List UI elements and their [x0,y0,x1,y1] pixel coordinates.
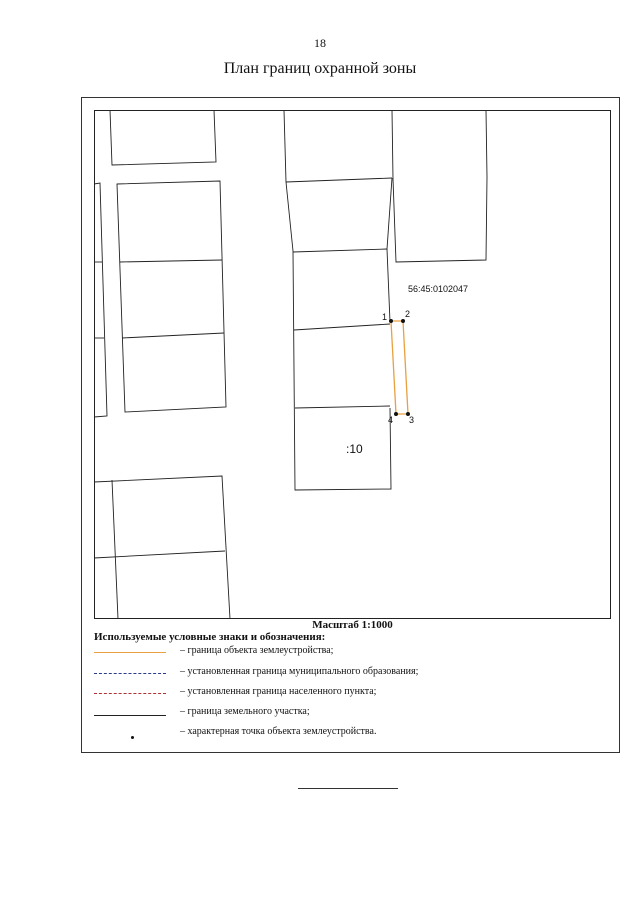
parcel-boundary [393,177,487,262]
settlement-boundary-line-icon [94,693,166,694]
parcel-label: :10 [346,442,363,456]
point-label-1: 1 [382,312,388,322]
parcel-boundary [110,110,216,165]
object-boundary-line-icon [94,652,166,653]
parcel-boundary [112,480,118,619]
object-boundary [391,321,408,414]
point-label-3: 3 [409,415,415,425]
point-label-4: 4 [388,415,394,425]
parcel-boundary [392,110,393,179]
legend-text: – характерная точка объекта землеустройства. [180,726,377,737]
parcel-boundary [94,551,225,558]
legend-item-characteristic-point [94,726,614,744]
legend-text: – установленная граница муниципального образования; [180,666,419,677]
municipal-boundary-line-icon [94,673,166,674]
legend-text: – установленная граница населенного пункта; [180,686,377,697]
parcel-boundary [286,178,392,182]
legend-item-settlement-boundary [94,686,614,704]
point-label-2: 2 [405,309,411,319]
page-title: План границ охранной зоны [223,60,417,77]
legend-item-municipal-boundary [94,666,614,684]
parcel-boundary [122,333,224,338]
cadastral-block-label: 56:45:0102047 [408,284,469,294]
legend-text: – граница земельного участка; [180,706,310,717]
parcel-boundary [295,406,390,408]
parcel-boundary [486,110,487,177]
parcel-boundary [94,476,230,619]
legend-item-object-boundary [94,645,614,663]
legend-title: Используемые условные знаки и обозначения: [94,631,326,643]
signature-line [298,788,398,789]
legend-item-parcel-boundary [94,706,614,724]
parcel-boundary [284,110,286,182]
parcel-boundary [120,260,222,262]
parcel-boundary [294,324,390,330]
page-number: 18 [314,36,326,50]
characteristic-point-4 [394,412,398,416]
parcel-boundary [387,178,392,322]
map-scale: Масштаб 1:1000 [312,619,393,631]
parcel-boundary [293,249,387,252]
parcel-boundary-line-icon [94,715,166,716]
parcel-boundary [286,182,394,490]
characteristic-point-1 [389,319,393,323]
map-frame [95,111,611,619]
parcel-boundary [117,181,226,412]
characteristic-point-2 [401,319,405,323]
parcel-boundary [94,183,107,417]
cadastral-map [94,110,611,619]
characteristic-point-icon [131,736,134,739]
legend-text: – граница объекта землеустройства; [180,645,334,656]
